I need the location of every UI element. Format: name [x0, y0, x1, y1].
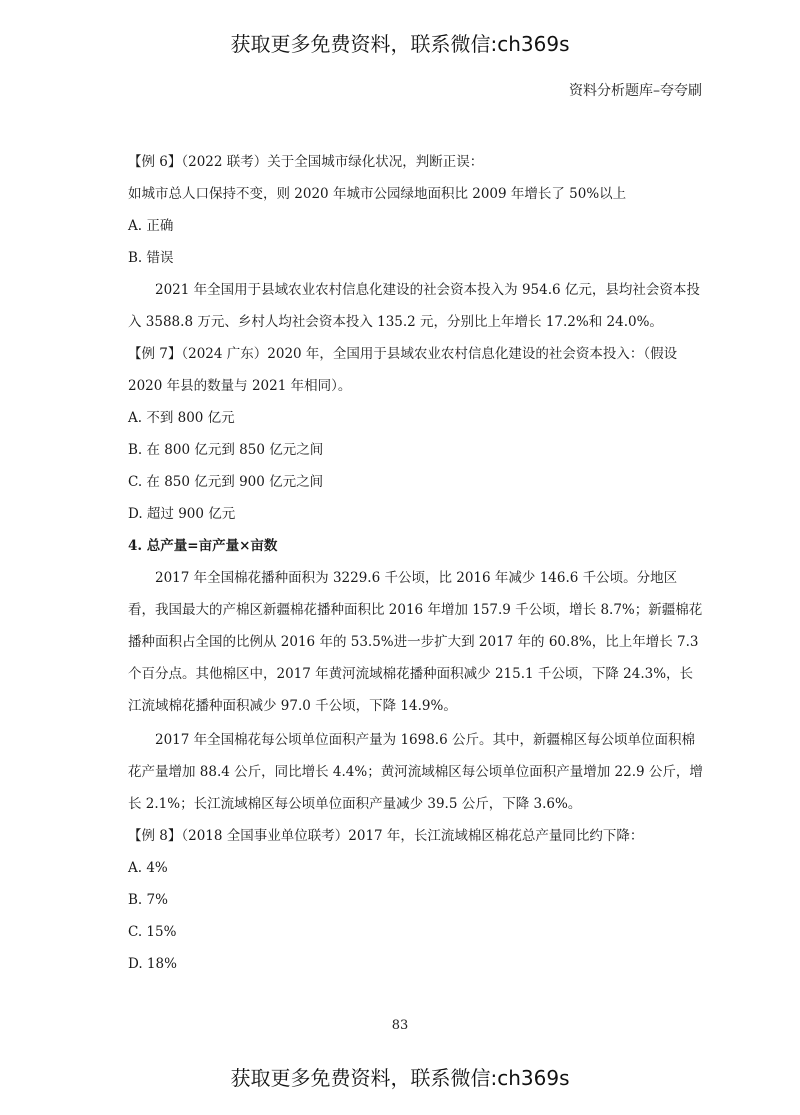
bottom-watermark-banner: 获取更多免费资料，联系微信:ch369s — [230, 1066, 570, 1090]
top-watermark-banner: 获取更多免费资料，联系微信:ch369s — [230, 32, 570, 56]
example-7-option-d: D. 超过 900 亿元 — [128, 506, 236, 522]
passage-rural-informatization: 2021 年全国用于县域农业农村信息化建设的社会资本投入为 954.6 亿元，县均社会资本投入 3588.8 万元、乡村人均社会资本投入 135.2 元，分别比上年增长 17.2%和 24.0%。 — [128, 282, 700, 330]
example-8-option-c: C. 15% — [128, 924, 177, 940]
section-title: 4. 总产量=亩产量×亩数 — [128, 538, 278, 554]
example-6-statement: 如城市总人口保持不变，则 2020 年城市公园绿地面积比 2009 年增长了 50%以上 — [128, 186, 627, 202]
example-8-option-b: B. 7% — [128, 892, 168, 908]
example-7-option-a: A. 不到 800 亿元 — [128, 410, 235, 426]
example-6-option-b: B. 错误 — [128, 250, 174, 266]
page-number: 83 — [391, 1018, 409, 1033]
example-7-option-c: C. 在 850 亿元到 900 亿元之间 — [128, 474, 324, 490]
passage-cotton-area: 2017 年全国棉花播种面积为 3229.6 千公顷，比 2016 年减少 146.6 千公顷。分地区看，我国最大的产棉区新疆棉花播种面积比 2016 年增加 157.9 千公顷，增长 8.7%；新疆棉花播种面积占全国的比例从 2016 年的 53.5%进一步扩大到 2017 年的 60.8%，比上年增长 7.3 个百分点。其他棉区中，2017 年黄河流域棉花播种面积减少 215.1 千公顷，下降 24.3%，长江流域棉花播种面积减少 97.0 千公顷，下降 14.9%。 — [128, 570, 703, 714]
example-7-question: 【例 7】（2024 广东）2020 年，全国用于县域农业农村信息化建设的社会资本投入：（假设 2020 年县的数量与 2021 年相同）。 — [128, 346, 678, 394]
example-6-option-a: A. 正确 — [128, 218, 174, 234]
example-6-question: 【例 6】（2022 联考）关于全国城市绿化状况，判断正误： — [128, 154, 484, 170]
running-header: 资料分析题库–夸夸刷 — [569, 83, 702, 99]
passage-cotton-yield: 2017 年全国棉花每公顷单位面积产量为 1698.6 公斤。其中，新疆棉区每公顷单位面积棉花产量增加 88.4 公斤，同比增长 4.4%；黄河流域棉区每公顷单位面积产量增加 22.9 公斤，增长 2.1%；长江流域棉区每公顷单位面积产量减少 39.5 公斤，下降 3.6%。 — [128, 732, 703, 812]
example-7-option-b: B. 在 800 亿元到 850 亿元之间 — [128, 442, 324, 458]
page-content — [128, 146, 703, 980]
example-8-option-d: D. 18% — [128, 956, 177, 972]
example-8-option-a: A. 4% — [128, 860, 168, 876]
example-8-question: 【例 8】（2018 全国事业单位联考）2017 年，长江流域棉区棉花总产量同比约下降： — [128, 828, 644, 844]
